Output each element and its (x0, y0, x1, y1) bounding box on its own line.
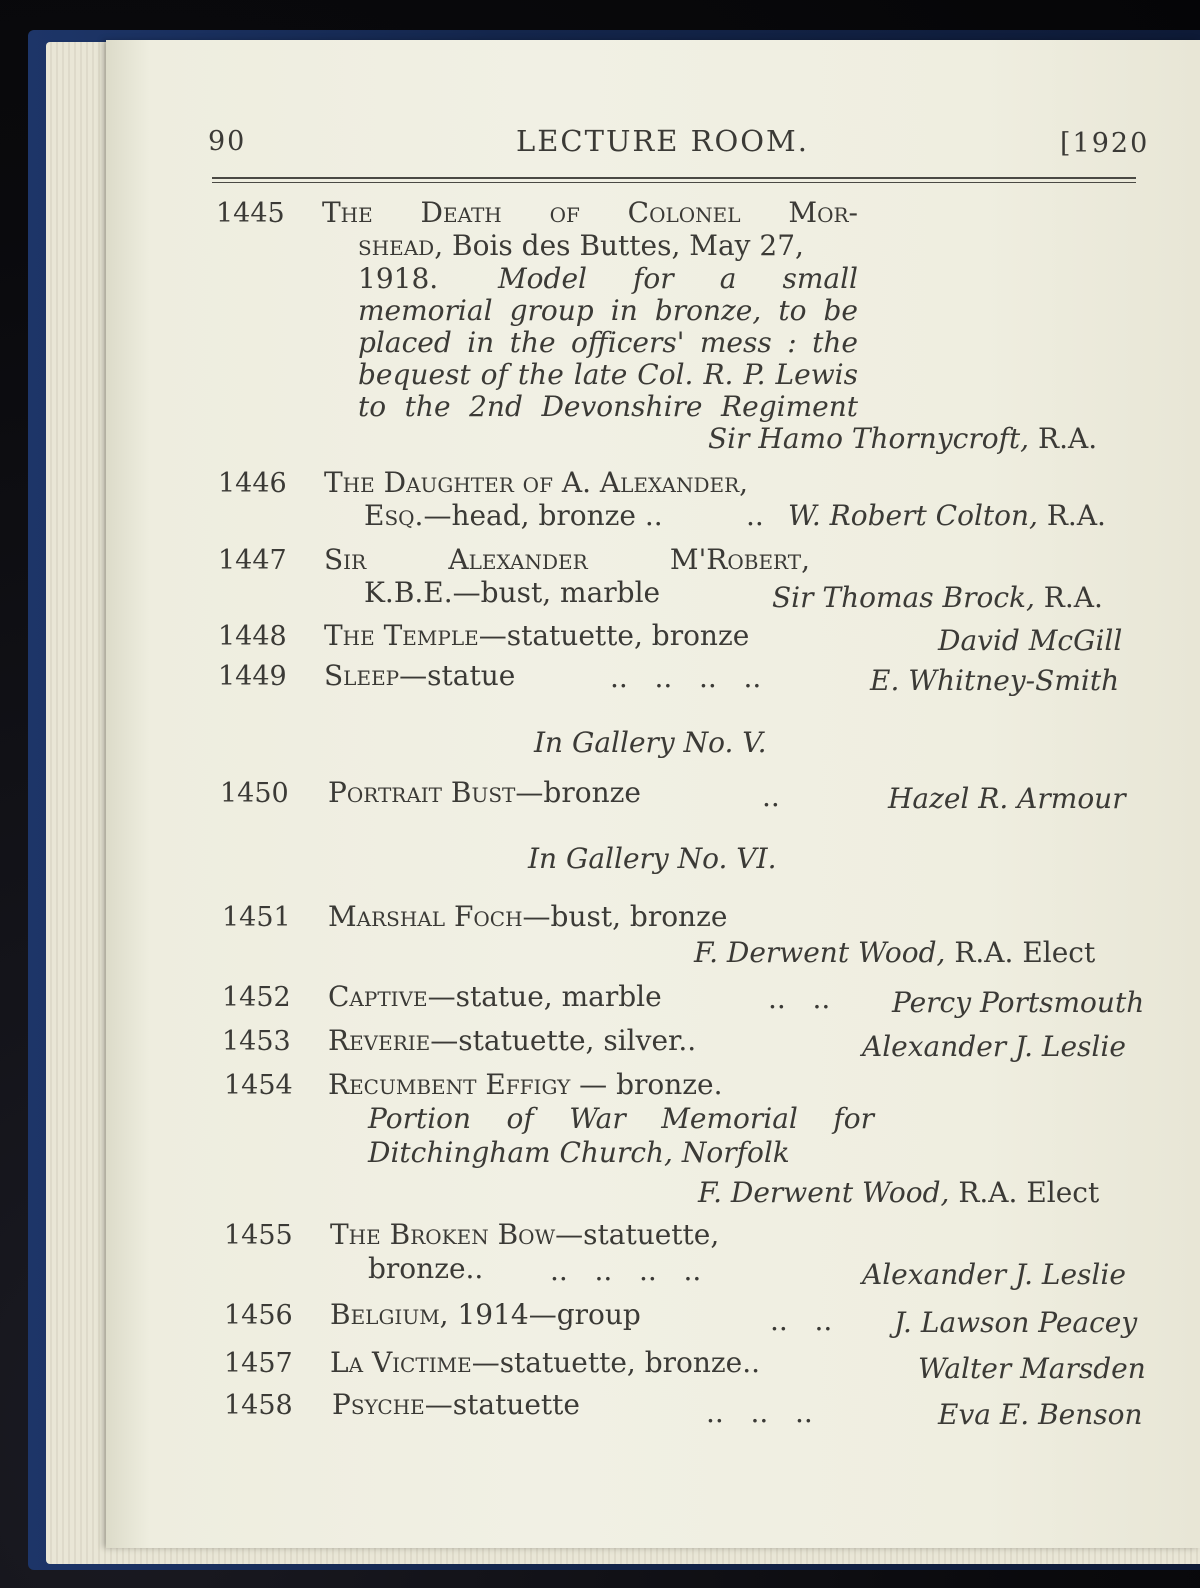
page-title: LECTURE ROOM. (516, 124, 809, 158)
entry-title: Psyche—statuette (332, 1388, 580, 1421)
book-page (106, 40, 1200, 1548)
entry-title: Sir Alexander M'Robert, (324, 543, 810, 576)
entry-artist: David McGill (938, 624, 1123, 657)
entry-title: Reverie—statuette, silver.. (328, 1024, 697, 1057)
entry-description: Model for a small (498, 262, 858, 295)
entry-artist: Walter Marsden (918, 1352, 1146, 1385)
page-content (106, 40, 1200, 1548)
entry-title: Belgium, 1914—group (330, 1298, 641, 1331)
entry-title-date: 1918. (358, 262, 439, 295)
entry-title-cont: Esq.—head, bronze .. (364, 499, 663, 532)
entry-title: The Broken Bow—statuette, (330, 1218, 720, 1251)
entry-title: La Victime—statuette, bronze.. (330, 1346, 761, 1379)
entry-artist: Percy Portsmouth (892, 986, 1145, 1019)
leader-dots: .. .. .. (706, 1396, 813, 1429)
section-heading: In Gallery No. V. (534, 726, 767, 759)
entry-artist: E. Whitney-Smith (870, 664, 1120, 697)
entry-title: Portrait Bust—bronze (328, 776, 641, 809)
entry-title-cont: K.B.E.—bust, marble (364, 576, 661, 609)
entry-number: 1455 (224, 1220, 293, 1251)
entry-description: memorial group in bronze, to be (358, 294, 858, 327)
entry-number: 1449 (218, 661, 287, 692)
entry-title: Recumbent Effigy — bronze. (328, 1068, 723, 1101)
entry-number: 1451 (222, 902, 291, 933)
entry-artist: F. Derwent Wood, R.A. Elect (698, 1176, 1100, 1209)
entry-number: 1456 (224, 1300, 293, 1331)
entry-artist: Sir Hamo Thornycroft, R.A. (708, 422, 1098, 455)
entry-artist: Eva E. Benson (938, 1398, 1143, 1431)
entry-number: 1446 (218, 468, 287, 499)
page-number: 90 (208, 126, 247, 157)
entry-title: Captive—statue, marble (328, 980, 662, 1013)
leader-dots: .. (762, 780, 780, 813)
entry-number: 1448 (218, 621, 287, 652)
entry-title: The Daughter of A. Alexander, (324, 466, 749, 499)
entry-description: Ditchingham Church, Norfolk (368, 1136, 790, 1169)
entry-title: Sleep—statue (324, 659, 516, 692)
section-heading: In Gallery No. VI. (528, 842, 777, 875)
entry-number: 1447 (218, 545, 287, 576)
entry-artist: J. Lawson Peacey (894, 1306, 1138, 1339)
entry-number: 1445 (216, 198, 285, 229)
entry-title: The Temple—statuette, bronze (324, 619, 750, 652)
header-rule (212, 177, 1136, 179)
entry-description: bequest of the late Col. R. P. Lewis (358, 358, 858, 391)
leader-dots: .. .. .. .. (550, 1254, 702, 1287)
entry-description: placed in the officers' mess : the (358, 326, 858, 359)
entry-title: Marshal Foch—bust, bronze (328, 900, 728, 933)
entry-number: 1458 (224, 1390, 293, 1421)
entry-artist: Alexander J. Leslie (862, 1030, 1126, 1063)
entry-title-cont: shead, Bois des Buttes, May 27, (358, 229, 804, 262)
entry-medium-cont: bronze.. (368, 1252, 484, 1285)
entry-description: to the 2nd Devonshire Regiment (358, 390, 858, 423)
entry-artist: F. Derwent Wood, R.A. Elect (694, 936, 1096, 969)
entry-number: 1452 (222, 982, 291, 1013)
entry-title: The Death of Colonel Mor- (322, 196, 858, 229)
entry-number: 1457 (224, 1348, 293, 1379)
entry-description: Portion of War Memorial for (368, 1102, 874, 1135)
entry-number: 1450 (220, 778, 289, 809)
header-rule-thin (212, 182, 1136, 183)
entry-artist: Sir Thomas Brock, R.A. (772, 581, 1103, 614)
leader-dots: .. .. .. .. (610, 661, 762, 694)
entry-artist: Alexander J. Leslie (862, 1258, 1126, 1291)
leader-dots: .. .. (768, 982, 831, 1015)
leader-dots: .. .. (770, 1304, 833, 1337)
leader-dots: .. (746, 499, 764, 532)
entry-artist: W. Robert Colton, R.A. (788, 499, 1106, 532)
page-year: [1920 (1060, 128, 1150, 159)
entry-number: 1453 (222, 1026, 291, 1057)
entry-artist: Hazel R. Armour (888, 782, 1126, 815)
entry-number: 1454 (224, 1070, 293, 1101)
